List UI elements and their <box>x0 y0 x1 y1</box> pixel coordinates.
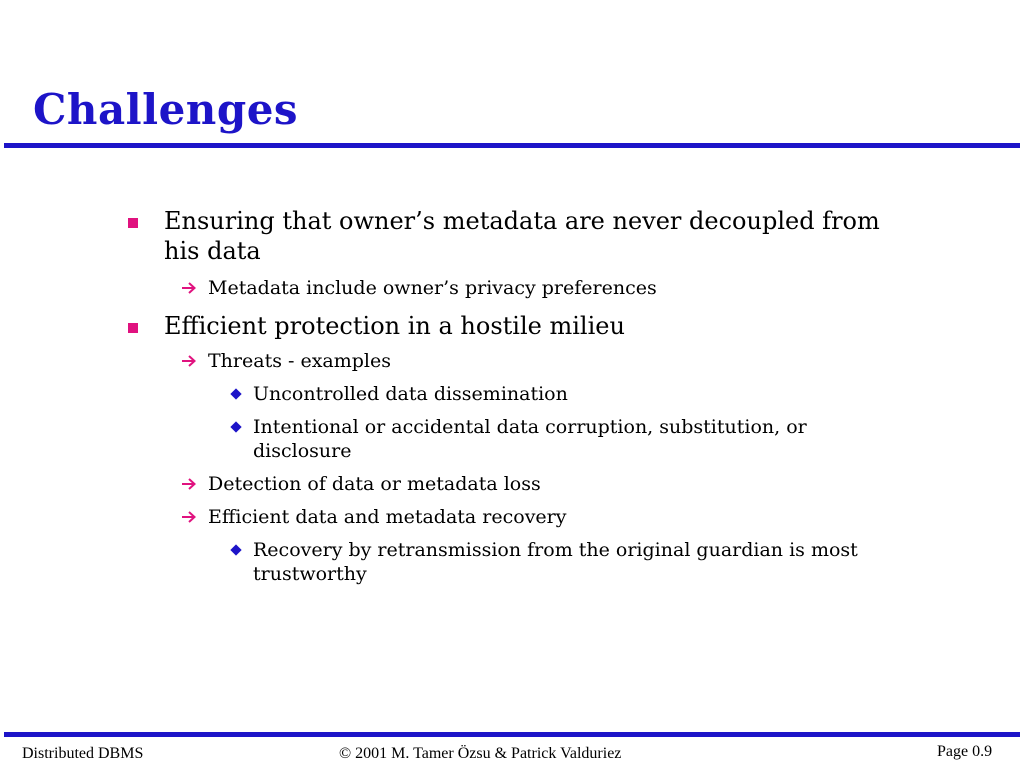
arrow-bullet-icon <box>181 477 197 491</box>
diamond-bullet-icon <box>230 388 241 399</box>
sub-bullet-item: Efficient data and metadata recovery <box>208 506 567 528</box>
sub-sub-bullet-item: Uncontrolled data dissemination <box>253 383 568 405</box>
square-bullet-icon <box>128 323 138 333</box>
square-bullet-icon <box>128 218 138 228</box>
bullet-item: Ensuring that owner’s metadata are never decoupled from his data <box>164 207 880 265</box>
sub-bullet-item: Metadata include owner’s privacy preferences <box>208 277 657 299</box>
arrow-bullet-icon <box>181 281 197 295</box>
sub-bullet-item: Detection of data or metadata loss <box>208 473 541 495</box>
footer-course-title: Distributed DBMS <box>22 745 144 762</box>
sub-sub-bullet-item: Intentional or accidental data corruption, substitution, or disclosure <box>253 416 807 462</box>
arrow-bullet-icon <box>181 510 197 524</box>
arrow-bullet-icon <box>181 354 197 368</box>
sub-bullet-item: Threats - examples <box>208 350 391 372</box>
footer-rule <box>4 732 1020 737</box>
sub-sub-bullet-item: Recovery by retransmission from the original guardian is most trustworthy <box>253 539 858 585</box>
footer-copyright: © 2001 M. Tamer Özsu & Patrick Valduriez <box>339 745 622 762</box>
footer-page-number: Page 0.9 <box>937 743 993 760</box>
bullet-item: Efficient protection in a hostile milieu <box>164 312 625 340</box>
diamond-bullet-icon <box>230 544 241 555</box>
slide-title: Challenges <box>33 85 299 134</box>
diamond-bullet-icon <box>230 421 241 432</box>
title-rule <box>4 143 1020 148</box>
